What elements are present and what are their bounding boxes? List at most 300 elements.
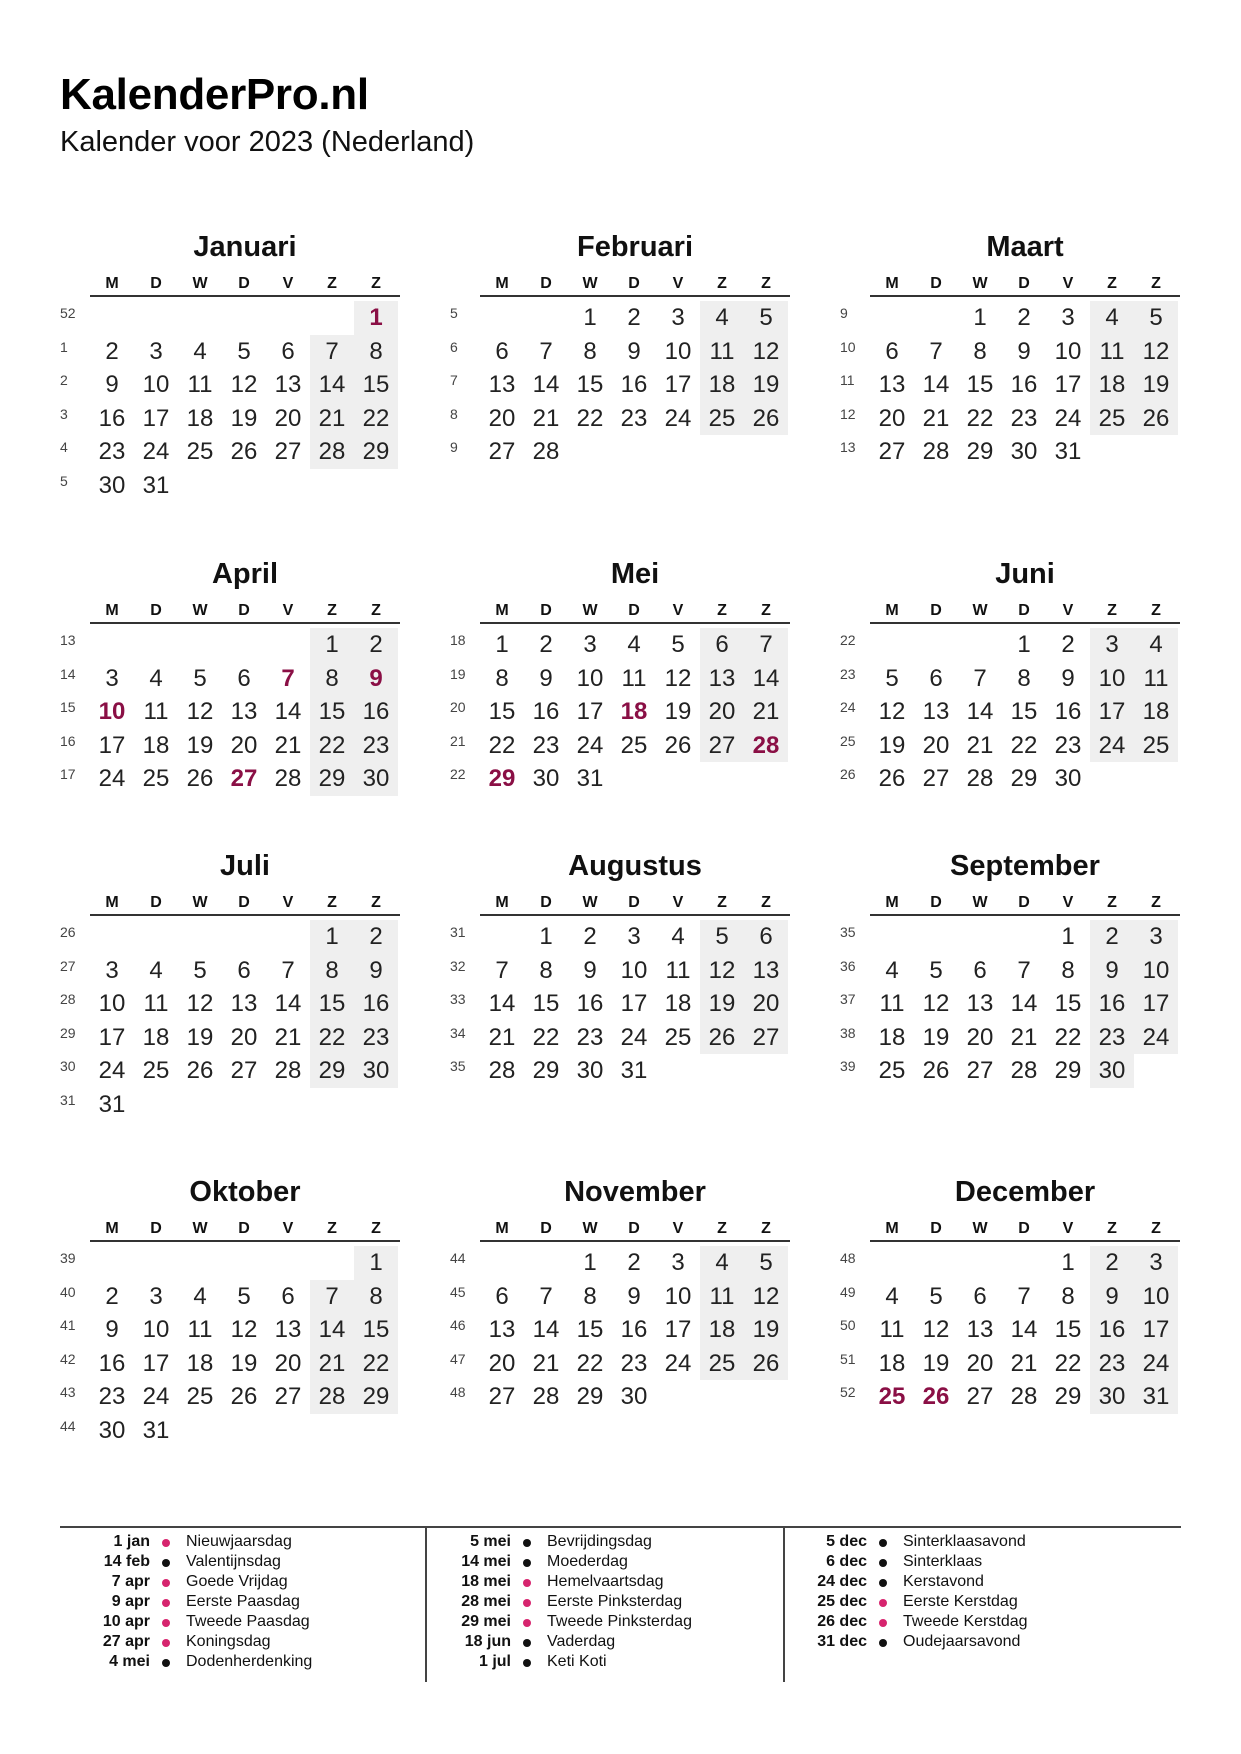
holiday-dot-icon [162, 1559, 170, 1567]
day-cell: 9 [1105, 1282, 1119, 1310]
day-cell: 18 [708, 371, 736, 398]
header-rule [90, 914, 400, 916]
week-number: 31 [60, 1091, 76, 1108]
day-cell: 10 [142, 371, 170, 398]
day-cell: 25 [1142, 731, 1170, 759]
holiday-date: 26 dec [817, 1613, 867, 1630]
week-number: 39 [60, 1250, 76, 1266]
month-name: Juni [995, 558, 1055, 590]
day-cell: 10 [142, 1316, 170, 1343]
week-number: 18 [450, 632, 466, 648]
holiday-item [441, 1633, 781, 1653]
day-cell: 7 [1017, 1282, 1031, 1310]
weekday-header: M [885, 1220, 899, 1237]
brand-title: KalenderPro.nl [60, 70, 369, 119]
day-cell: 8 [539, 956, 553, 984]
header-rule [480, 914, 790, 916]
day-cell: 23 [576, 1023, 604, 1051]
day-cell: 28 [274, 765, 302, 792]
day-cell: 28 [532, 1383, 560, 1410]
holiday-date: 18 jun [464, 1633, 511, 1650]
day-cell: 22 [1010, 731, 1038, 759]
weekday-header: W [972, 894, 988, 911]
weekday-header: Z [717, 1220, 727, 1237]
week-number: 51 [840, 1350, 856, 1367]
holiday-date: 14 mei [461, 1553, 511, 1570]
day-cell: 1 [539, 923, 553, 950]
week-number: 17 [60, 766, 76, 782]
holiday-column [80, 1533, 420, 1673]
day-cell: 13 [878, 371, 906, 398]
day-cell: 24 [98, 1057, 126, 1084]
weekday-header: D [238, 602, 250, 619]
holiday-date: 7 apr [111, 1573, 150, 1590]
holiday-item [441, 1653, 781, 1673]
day-cell: 27 [752, 1023, 780, 1051]
holiday-name: Sinterklaas [903, 1553, 983, 1570]
week-number: 48 [840, 1250, 856, 1266]
day-cell: 18 [878, 1349, 906, 1377]
day-cell: 31 [1054, 438, 1082, 465]
day-cell: 17 [1142, 1316, 1170, 1343]
week-number: 10 [840, 338, 856, 355]
day-cell: 14 [532, 371, 560, 398]
month-name: December [954, 1176, 1096, 1208]
week-number: 23 [840, 665, 856, 682]
footer-divider [60, 1526, 1181, 1528]
day-cell: 3 [583, 631, 597, 658]
day-cell: 27 [274, 1383, 302, 1410]
weekday-header: M [495, 894, 509, 911]
week-number: 36 [840, 957, 856, 974]
holiday-date: 6 dec [826, 1553, 867, 1570]
holiday-item [441, 1533, 781, 1553]
day-cell: 15 [362, 371, 390, 398]
day-cell: 21 [532, 1349, 560, 1377]
weekday-header: V [672, 602, 684, 619]
day-cell: 16 [362, 990, 390, 1017]
week-number: 13 [840, 439, 856, 455]
day-cell: 3 [1149, 1249, 1163, 1276]
month-name: Augustus [568, 850, 702, 882]
day-cell: 2 [539, 631, 553, 658]
day-cell: 19 [230, 404, 258, 432]
day-cell: 10 [576, 664, 604, 692]
day-cell: 21 [488, 1023, 516, 1051]
day-cell: 29 [1010, 765, 1038, 792]
day-cell: 31 [142, 471, 170, 499]
week-number: 13 [60, 632, 76, 648]
weekday-header: Z [761, 1220, 771, 1237]
holiday-dot-icon [523, 1559, 531, 1567]
day-cell: 28 [922, 438, 950, 465]
month-name: April [211, 558, 279, 590]
weekday-header: V [672, 894, 684, 911]
week-number: 21 [450, 732, 466, 749]
day-cell: 13 [488, 371, 516, 398]
day-cell: 27 [274, 438, 302, 465]
holiday-column [797, 1533, 1137, 1653]
day-cell: 12 [230, 1316, 258, 1343]
day-cell: 14 [752, 664, 780, 692]
weekday-header: W [582, 894, 598, 911]
header-rule [870, 1240, 1180, 1242]
holiday-item [80, 1573, 420, 1593]
day-cell: 22 [1054, 1349, 1082, 1377]
day-cell: 3 [149, 1282, 163, 1310]
week-number: 20 [450, 699, 466, 715]
holiday-date: 9 apr [111, 1593, 150, 1610]
weekday-header: V [1062, 602, 1074, 619]
day-cell: 18 [186, 1349, 214, 1377]
week-number: 19 [450, 665, 466, 682]
day-cell: 21 [274, 1023, 302, 1051]
day-cell: 1 [325, 923, 339, 950]
weekday-header: D [930, 1220, 942, 1237]
day-cell: 6 [237, 664, 251, 692]
weekday-header: M [495, 275, 509, 292]
holiday-item [80, 1553, 420, 1573]
holiday-item [441, 1613, 781, 1633]
day-cell: 22 [362, 1349, 390, 1377]
day-cell: 23 [620, 404, 648, 432]
day-cell: 19 [752, 371, 780, 398]
day-cell: 17 [620, 990, 648, 1017]
weekday-header: W [192, 1220, 208, 1237]
day-cell: 17 [576, 698, 604, 725]
weekday-header: D [1018, 602, 1030, 619]
day-cell: 30 [620, 1383, 648, 1410]
day-cell: 13 [922, 698, 950, 725]
week-number: 33 [450, 991, 466, 1007]
day-cell: 23 [532, 731, 560, 759]
day-cell: 12 [1142, 337, 1170, 365]
day-cell: 5 [1149, 304, 1163, 331]
day-cell: 31 [576, 765, 604, 792]
holiday-date: 5 mei [470, 1533, 511, 1550]
holiday-date: 5 dec [826, 1533, 867, 1550]
official-holiday-dot-icon [162, 1619, 170, 1627]
day-cell: 12 [922, 1316, 950, 1343]
holiday-item [80, 1653, 420, 1673]
day-cell: 1 [369, 1249, 383, 1276]
day-cell: 13 [708, 664, 736, 692]
day-cell: 5 [237, 1282, 251, 1310]
week-number: 11 [840, 372, 855, 388]
day-cell: 19 [922, 1023, 950, 1051]
weekday-header: V [1062, 894, 1074, 911]
day-cell: 25 [1098, 404, 1126, 432]
holiday-name: Tweede Paasdag [186, 1613, 310, 1630]
holiday-name: Moederdag [547, 1553, 628, 1570]
day-cell: 27 [488, 1383, 516, 1410]
day-cell: 15 [966, 371, 994, 398]
week-number: 39 [840, 1058, 856, 1074]
day-cell: 24 [664, 1349, 692, 1377]
day-cell: 11 [709, 337, 735, 365]
day-cell: 30 [98, 1416, 126, 1444]
week-number: 52 [840, 1384, 856, 1400]
day-cell: 13 [966, 990, 994, 1017]
weekday-header: D [150, 275, 162, 292]
month-name: Oktober [189, 1176, 301, 1208]
week-number: 2 [60, 372, 68, 388]
day-cell: 16 [98, 404, 126, 432]
day-cell: 16 [620, 371, 648, 398]
day-cell: 15 [1010, 698, 1038, 725]
day-cell: 13 [274, 1316, 302, 1343]
day-cell: 10 [98, 698, 126, 725]
day-cell: 5 [759, 1249, 773, 1276]
day-cell: 29 [532, 1057, 560, 1084]
day-cell: 29 [966, 438, 994, 465]
day-cell: 17 [98, 1023, 126, 1051]
day-cell: 3 [671, 304, 685, 331]
week-number: 27 [60, 957, 76, 974]
header-rule [870, 914, 1180, 916]
day-cell: 28 [318, 1383, 346, 1410]
week-number: 6 [450, 338, 458, 355]
day-cell: 4 [1105, 304, 1119, 331]
day-cell: 14 [1010, 1316, 1038, 1343]
weekday-header: V [672, 275, 684, 292]
day-cell: 28 [488, 1057, 516, 1084]
day-cell: 15 [318, 698, 346, 725]
day-cell: 26 [230, 438, 258, 465]
day-cell: 17 [1054, 371, 1082, 398]
weekday-header: D [628, 602, 640, 619]
day-cell: 29 [318, 765, 346, 792]
holiday-name: Goede Vrijdag [186, 1573, 288, 1590]
weekday-header: Z [371, 602, 381, 619]
day-cell: 25 [708, 1349, 736, 1377]
weekday-header: V [282, 1220, 294, 1237]
weekday-header: D [930, 894, 942, 911]
holiday-item [80, 1533, 420, 1553]
week-number: 14 [60, 665, 76, 682]
day-cell: 29 [362, 1383, 390, 1410]
weekday-header: W [972, 275, 988, 292]
month-name: Mei [610, 558, 660, 590]
day-cell: 7 [325, 1282, 339, 1310]
day-cell: 20 [878, 404, 906, 432]
day-cell: 22 [576, 1349, 604, 1377]
day-cell: 27 [966, 1383, 994, 1410]
day-cell: 14 [274, 698, 302, 725]
day-cell: 13 [274, 371, 302, 398]
day-cell: 30 [362, 765, 390, 792]
day-cell: 8 [1061, 1282, 1075, 1310]
day-cell: 29 [488, 765, 516, 792]
day-cell: 26 [186, 1057, 214, 1084]
day-cell: 2 [583, 923, 597, 950]
day-cell: 3 [1105, 631, 1119, 658]
day-cell: 9 [627, 337, 641, 365]
day-cell: 15 [576, 371, 604, 398]
day-cell: 16 [98, 1349, 126, 1377]
day-cell: 6 [281, 1282, 295, 1310]
weekday-header: D [150, 894, 162, 911]
day-cell: 22 [488, 731, 516, 759]
weekday-header: M [495, 602, 509, 619]
holiday-column [441, 1533, 781, 1673]
weekday-header: W [582, 602, 598, 619]
day-cell: 1 [369, 304, 383, 331]
day-cell: 20 [922, 731, 950, 759]
day-cell: 1 [583, 304, 597, 331]
day-cell: 11 [187, 1316, 213, 1343]
day-cell: 1 [325, 631, 339, 658]
day-cell: 24 [1054, 404, 1082, 432]
day-cell: 12 [922, 990, 950, 1017]
day-cell: 17 [142, 1349, 170, 1377]
day-cell: 24 [576, 731, 604, 759]
holiday-name: Valentijnsdag [186, 1553, 281, 1570]
weekday-header: Z [327, 1220, 337, 1237]
holiday-date: 18 mei [461, 1573, 511, 1590]
day-cell: 2 [1105, 923, 1119, 950]
holiday-item [797, 1633, 1137, 1653]
day-cell: 26 [878, 765, 906, 792]
day-cell: 18 [1142, 698, 1170, 725]
holiday-name: Oudejaarsavond [903, 1633, 1021, 1650]
weekday-header: M [105, 275, 119, 292]
day-cell: 9 [539, 664, 553, 692]
week-number: 49 [840, 1283, 856, 1300]
day-cell: 31 [620, 1057, 648, 1084]
holiday-name: Eerste Pinksterdag [547, 1593, 683, 1610]
week-number: 9 [450, 439, 458, 455]
holiday-date: 1 jan [113, 1533, 150, 1550]
day-cell: 28 [274, 1057, 302, 1084]
day-cell: 8 [583, 1282, 597, 1310]
week-number: 41 [60, 1317, 76, 1333]
day-cell: 22 [532, 1023, 560, 1051]
day-cell: 2 [369, 923, 383, 950]
day-cell: 20 [488, 1349, 516, 1377]
weekday-header: Z [1151, 894, 1161, 911]
weekday-header: Z [371, 894, 381, 911]
weekday-header: W [192, 602, 208, 619]
day-cell: 28 [966, 765, 994, 792]
weekday-header: D [540, 602, 552, 619]
day-cell: 20 [488, 404, 516, 432]
day-cell: 5 [885, 664, 899, 692]
day-cell: 6 [495, 337, 509, 365]
day-cell: 18 [708, 1316, 736, 1343]
holiday-dot-icon [879, 1639, 887, 1647]
holiday-name: Vaderdag [547, 1633, 616, 1650]
weekday-header: Z [327, 275, 337, 292]
holiday-dot-icon [162, 1659, 170, 1667]
week-number: 46 [450, 1317, 466, 1333]
week-number: 38 [840, 1024, 856, 1041]
day-cell: 26 [186, 765, 214, 792]
day-cell: 12 [708, 956, 736, 984]
weekday-header: Z [717, 894, 727, 911]
day-cell: 14 [966, 698, 994, 725]
month-name: Juli [220, 850, 270, 882]
day-cell: 4 [715, 304, 729, 331]
weekday-header: V [672, 1220, 684, 1237]
day-cell: 19 [664, 698, 692, 725]
day-cell: 25 [620, 731, 648, 759]
day-cell: 25 [142, 765, 170, 792]
day-cell: 17 [664, 371, 692, 398]
day-cell: 10 [664, 1282, 692, 1310]
week-number: 37 [840, 991, 856, 1007]
holiday-date: 1 jul [478, 1653, 511, 1670]
week-number: 50 [840, 1317, 856, 1333]
weekday-header: Z [1151, 1220, 1161, 1237]
holiday-name: Eerste Kerstdag [903, 1593, 1018, 1610]
day-cell: 5 [929, 1282, 943, 1310]
header-rule [870, 622, 1180, 624]
day-cell: 22 [362, 404, 390, 432]
holiday-item [797, 1593, 1137, 1613]
weekday-header: D [150, 1220, 162, 1237]
day-cell: 1 [583, 1249, 597, 1276]
weekday-header: D [540, 894, 552, 911]
day-cell: 14 [922, 371, 950, 398]
day-cell: 28 [532, 438, 560, 465]
official-holiday-dot-icon [523, 1619, 531, 1627]
day-cell: 18 [620, 698, 648, 725]
week-number: 42 [60, 1350, 76, 1367]
day-cell: 19 [186, 1023, 214, 1051]
week-number: 52 [60, 305, 76, 321]
month-name: Februari [576, 231, 694, 263]
day-cell: 4 [885, 1282, 899, 1310]
weekday-header: D [1018, 275, 1030, 292]
day-cell: 1 [973, 304, 987, 331]
day-cell: 17 [664, 1316, 692, 1343]
day-cell: 13 [488, 1316, 516, 1343]
day-cell: 20 [966, 1349, 994, 1377]
day-cell: 30 [1098, 1383, 1126, 1410]
day-cell: 1 [1061, 923, 1075, 950]
day-cell: 11 [1099, 337, 1125, 365]
week-number: 3 [60, 405, 68, 422]
day-cell: 21 [922, 404, 950, 432]
holiday-name: Tweede Pinksterdag [547, 1613, 692, 1630]
day-cell: 20 [274, 404, 302, 432]
day-cell: 15 [318, 990, 346, 1017]
day-cell: 11 [879, 990, 905, 1017]
weekday-header: M [495, 1220, 509, 1237]
day-cell: 18 [664, 990, 692, 1017]
holiday-date: 10 apr [102, 1613, 150, 1630]
weekday-header: W [972, 1220, 988, 1237]
week-number: 22 [840, 632, 856, 648]
day-cell: 3 [105, 664, 119, 692]
day-cell: 22 [576, 404, 604, 432]
column-separator [783, 1527, 785, 1682]
day-cell: 15 [576, 1316, 604, 1343]
day-cell: 8 [369, 1282, 383, 1310]
day-cell: 1 [495, 631, 509, 658]
day-cell: 16 [1098, 1316, 1126, 1343]
day-cell: 11 [143, 990, 169, 1017]
week-number: 15 [60, 699, 76, 715]
day-cell: 17 [1142, 990, 1170, 1017]
day-cell: 10 [1054, 337, 1082, 365]
day-cell: 25 [878, 1383, 906, 1410]
week-number: 31 [450, 924, 466, 940]
holiday-name: Kerstavond [903, 1573, 984, 1590]
weekday-header: Z [1107, 894, 1117, 911]
day-cell: 12 [186, 698, 214, 725]
